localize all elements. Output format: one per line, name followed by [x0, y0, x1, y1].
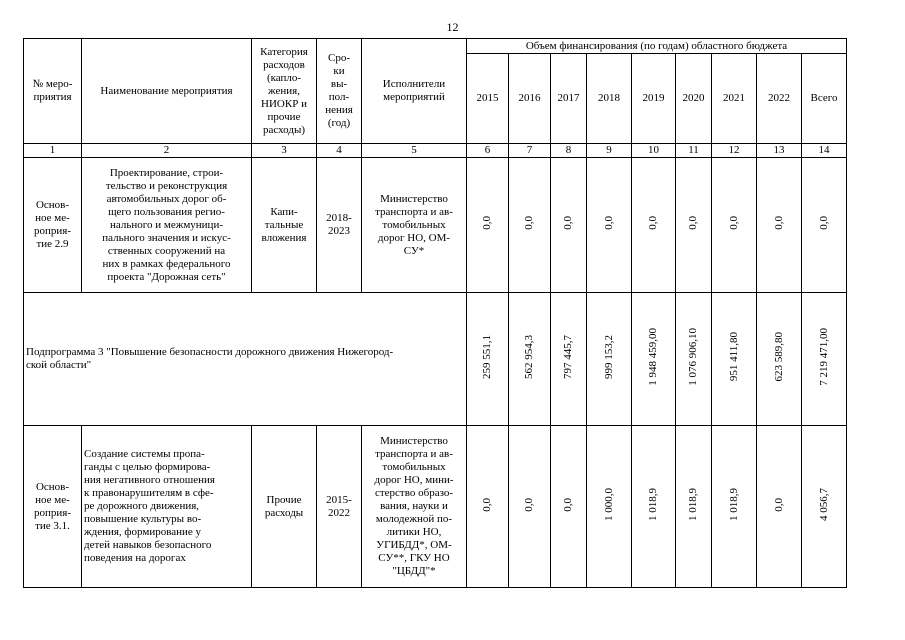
column-number: 5	[362, 144, 467, 158]
measure-name: Проектирование, строи- тельство и реконструкция автомобильных дорог об- щего пользования регио- нального и межмуници- пального значения и искус- ственных сооружений на них в рамках федерального проекта "Дорожная сеть"	[82, 158, 252, 293]
value-cell	[587, 293, 632, 426]
value-cell	[676, 158, 712, 293]
page-number: 12	[446, 20, 459, 34]
funding-value: 0,0	[481, 216, 493, 230]
subprogram-row	[24, 293, 847, 426]
value-cell	[551, 426, 587, 588]
funding-value: 1 076 906,10	[687, 328, 699, 386]
column-number: 2	[82, 144, 252, 158]
funding-value: 0,0	[772, 216, 785, 230]
column-number: 4	[317, 144, 362, 158]
funding-value: 623 589,80	[772, 332, 785, 382]
value-cell	[712, 293, 757, 426]
value-cell	[676, 293, 712, 426]
value-cell	[551, 158, 587, 293]
value-cell	[757, 426, 802, 588]
header-year: 2016	[509, 54, 551, 144]
column-number: 12	[712, 144, 757, 158]
value-cell	[467, 426, 509, 588]
header-year: 2019	[632, 54, 676, 144]
column-number: 9	[587, 144, 632, 158]
funding-value: 951 411,80	[727, 332, 740, 382]
column-number: 13	[757, 144, 802, 158]
funding-table	[23, 38, 847, 588]
funding-value: 1 018,9	[687, 488, 699, 521]
funding-value: 0,0	[727, 216, 740, 230]
header-year: 2015	[467, 54, 509, 144]
funding-value: 1 018,9	[727, 488, 740, 521]
value-cell	[632, 158, 676, 293]
funding-value: 0,0	[647, 216, 659, 230]
header-row-1	[24, 39, 847, 54]
value-cell	[712, 158, 757, 293]
header-col-name: Наименование мероприятия	[82, 39, 252, 144]
value-cell	[802, 293, 847, 426]
value-cell	[802, 426, 847, 588]
subprogram-title: Подпрограмма 3 "Повышение безопасности дорожного движения Нижегород- ской области"	[24, 293, 467, 426]
measure-name: Создание системы пропа- ганды с целью формирова- ния негативного отношения к правонарушителям в сфе- ре дорожного движения, повышение культуры во- ждения, формирование у детей навыков безопасного поведения на дорогах	[82, 426, 252, 588]
value-cell	[632, 293, 676, 426]
value-cell	[757, 293, 802, 426]
table-row	[24, 426, 847, 588]
funding-value: 797 445,7	[562, 335, 574, 379]
table-row	[24, 158, 847, 293]
value-cell	[551, 293, 587, 426]
column-number: 7	[509, 144, 551, 158]
funding-value: 562 954,3	[523, 335, 535, 379]
header-year: 2020	[676, 54, 712, 144]
column-number: 6	[467, 144, 509, 158]
funding-value: 0,0	[687, 216, 699, 230]
value-cell	[509, 426, 551, 588]
header-year: 2021	[712, 54, 757, 144]
execution-term: 2015- 2022	[317, 426, 362, 588]
column-number: 11	[676, 144, 712, 158]
value-cell	[587, 158, 632, 293]
funding-value: 1 948 459,00	[647, 328, 659, 386]
funding-total: 0,0	[817, 216, 830, 230]
value-cell	[802, 158, 847, 293]
value-cell	[509, 158, 551, 293]
column-number: 3	[252, 144, 317, 158]
funding-value: 0,0	[562, 497, 574, 512]
header-col-term: Сро- ки вы- пол- нения (год)	[317, 39, 362, 144]
funding-value: 0,0	[772, 497, 785, 512]
funding-value: 0,0	[523, 497, 535, 512]
funding-value: 0,0	[602, 216, 615, 230]
column-number: 10	[632, 144, 676, 158]
executors: Министерство транспорта и ав- томобильных дорог НО, мини- стерство образо- вания, науки и молодежной по- литики НО, УГИБДД*, ОМ- СУ**, ГКУ НО "ЦБДД"*	[362, 426, 467, 588]
value-cell	[587, 426, 632, 588]
column-number: 1	[24, 144, 82, 158]
header-year: 2017	[551, 54, 587, 144]
value-cell	[712, 426, 757, 588]
funding-value: 0,0	[562, 216, 574, 230]
header-col-category: Категория расходов (капло- жения, НИОКР и прочие расходы)	[252, 39, 317, 144]
execution-term: 2018- 2023	[317, 158, 362, 293]
value-cell	[757, 158, 802, 293]
column-number: 14	[802, 144, 847, 158]
expense-category: Прочие расходы	[252, 426, 317, 588]
value-cell	[509, 293, 551, 426]
funding-total: 7 219 471,00	[817, 328, 830, 386]
value-cell	[632, 426, 676, 588]
header-year: 2018	[587, 54, 632, 144]
funding-total: 4 056,7	[817, 488, 830, 521]
header-col-funding: Объем финансирования (по годам) областного бюджета	[467, 39, 847, 54]
funding-value: 1 018,9	[647, 488, 659, 521]
expense-category: Капи- тальные вложения	[252, 158, 317, 293]
value-cell	[467, 293, 509, 426]
header-col-executors: Исполнители мероприятий	[362, 39, 467, 144]
header-total: Всего	[802, 54, 847, 144]
funding-value: 999 153,2	[602, 335, 615, 379]
measure-number: Основ- ное ме- роприя- тие 2.9	[24, 158, 82, 293]
value-cell	[676, 426, 712, 588]
measure-number: Основ- ное ме- роприя- тие 3.1.	[24, 426, 82, 588]
header-col-num: № меро- приятия	[24, 39, 82, 144]
funding-value: 259 551,1	[481, 335, 493, 379]
funding-value: 0,0	[481, 497, 493, 512]
executors: Министерство транспорта и ав- томобильных дорог НО, ОМ- СУ*	[362, 158, 467, 293]
column-number-row	[24, 144, 847, 158]
funding-value: 1 000,0	[602, 488, 615, 521]
value-cell	[467, 158, 509, 293]
column-number: 8	[551, 144, 587, 158]
funding-value: 0,0	[523, 216, 535, 230]
header-year: 2022	[757, 54, 802, 144]
